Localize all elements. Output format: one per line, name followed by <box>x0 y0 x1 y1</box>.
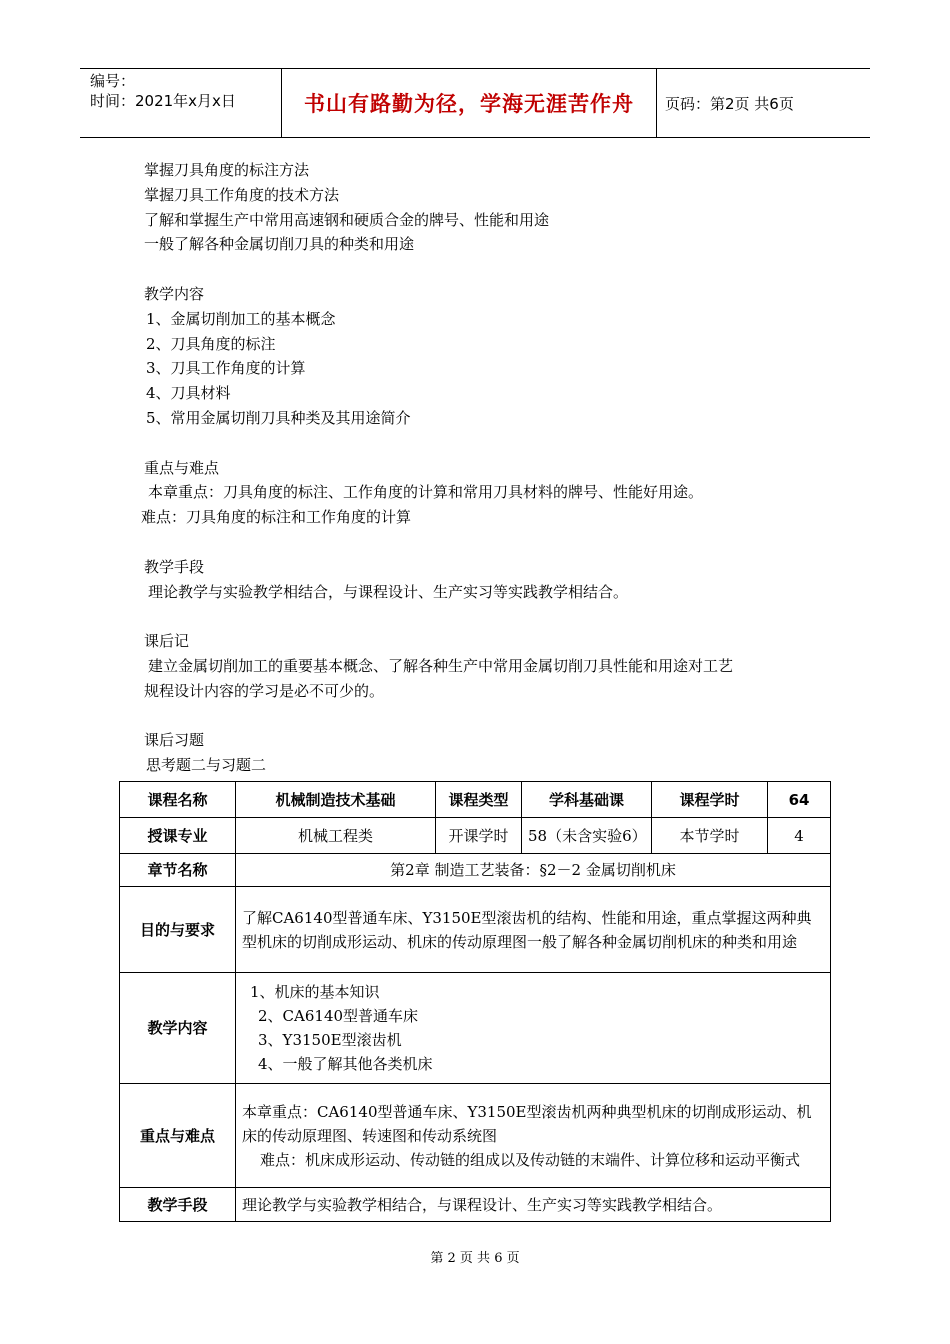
header-motto: 书山有路勤为径，学海无涯苦作舟 <box>282 69 657 137</box>
notes-line: 建立金属切削加工的重要基本概念、了解各种生产中常用金属切削刀具性能和用途对工艺 <box>148 656 734 675</box>
difficulties: 难点：机床成形运动、传动链的组成以及传动链的末端件、计算位移和运动平衡式 <box>260 1150 801 1169</box>
objective-line: 一般了解各种金属切削刀具的种类和用途 <box>144 235 415 254</box>
content-item: 3、刀具工作角度的计算 <box>146 359 306 378</box>
table-row <box>120 1188 831 1222</box>
goal-label: 目的与要求 <box>120 887 236 973</box>
table-row <box>120 887 831 973</box>
content-item: 3、Y3150E型滚齿机 <box>258 1031 402 1049</box>
content-item: 5、常用金属切削刀具种类及其用途简介 <box>146 408 411 427</box>
section-hours-label: 本节学时 <box>652 818 768 854</box>
key-label: 重点与难点 <box>120 1084 236 1188</box>
page-footer: 第 2 页 共 6 页 <box>430 1251 520 1266</box>
number-label: 编号： <box>90 72 136 90</box>
course-type-label: 课程类型 <box>436 782 522 818</box>
table-row <box>120 818 831 854</box>
method: 理论教学与实验教学相结合，与课程设计、生产实习等实践教学相结合。 <box>236 1188 831 1222</box>
content-item: 2、刀具角度的标注 <box>146 334 276 353</box>
content-item: 1、机床的基本知识 <box>250 983 380 1001</box>
content-item: 4、一般了解其他各类机床 <box>258 1055 433 1073</box>
course-table <box>119 781 831 1222</box>
page-header <box>80 68 870 138</box>
lesson-body <box>141 158 844 778</box>
header-page-code: 页码：第2页 共6页 <box>665 94 794 113</box>
objective-line: 掌握刀具角度的标注方法 <box>144 161 310 179</box>
course-type: 学科基础课 <box>522 782 652 818</box>
course-hours-label: 课程学时 <box>652 782 768 818</box>
course-name-label: 课程名称 <box>120 782 236 818</box>
content-item: 2、CA6140型普通车床 <box>258 1007 419 1025</box>
major-label: 授课专业 <box>120 818 236 854</box>
method-title: 教学手段 <box>144 557 205 576</box>
notes-title: 课后记 <box>144 632 190 651</box>
table-row <box>120 973 831 1084</box>
course-hours: 64 <box>768 782 831 818</box>
open-hours: 58（未含实验6） <box>522 818 652 854</box>
table-row <box>120 854 831 887</box>
content-item: 4、刀具材料 <box>146 384 231 403</box>
chapter-label: 章节名称 <box>120 854 236 887</box>
key-points: 本章重点：刀具角度的标注、工作角度的计算和常用刀具材料的牌号、性能好用途。 <box>148 483 704 502</box>
key-cell <box>236 1084 831 1188</box>
content-list <box>236 973 831 1084</box>
major: 机械工程类 <box>236 818 436 854</box>
content-title: 教学内容 <box>144 284 205 303</box>
header-meta <box>80 69 282 137</box>
exercise-title: 课后习题 <box>144 731 205 750</box>
key-points: 本章重点：CA6140型普通车床、Y3150E型滚齿机两种典型机床的切削成形运动、机床的传动原理图、转速图和传动系统图 <box>242 1102 812 1145</box>
time-label: 时间：2021年x月x日 <box>90 92 236 110</box>
goal: 了解CA6140型普通车床、Y3150E型滚齿机的结构、性能和用途，重点掌握这两种典型机床的切削成形运动、机床的传动原理图一般了解各种金属切削机床的种类和用途 <box>236 887 831 973</box>
objective-line: 掌握刀具工作角度的技术方法 <box>144 185 340 204</box>
method-label: 教学手段 <box>120 1188 236 1222</box>
chapter: 第2章 制造工艺装备：§2－2 金属切削机床 <box>236 854 831 887</box>
table-row <box>120 1084 831 1188</box>
objective-line: 了解和掌握生产中常用高速钢和硬质合金的牌号、性能和用途 <box>144 210 550 229</box>
exercise-text: 思考题二与习题二 <box>146 756 267 775</box>
key-title: 重点与难点 <box>144 458 220 477</box>
open-hours-label: 开课学时 <box>436 818 522 854</box>
content-label: 教学内容 <box>120 973 236 1084</box>
section-hours: 4 <box>768 818 831 854</box>
method-text: 理论教学与实验教学相结合，与课程设计、生产实习等实践教学相结合。 <box>148 582 629 601</box>
notes-line: 规程设计内容的学习是必不可少的。 <box>144 681 385 700</box>
difficulties: 难点：刀具角度的标注和工作角度的计算 <box>141 508 412 527</box>
content-item: 1、金属切削加工的基本概念 <box>146 309 336 328</box>
table-row <box>120 782 831 818</box>
course-name: 机械制造技术基础 <box>236 782 436 818</box>
